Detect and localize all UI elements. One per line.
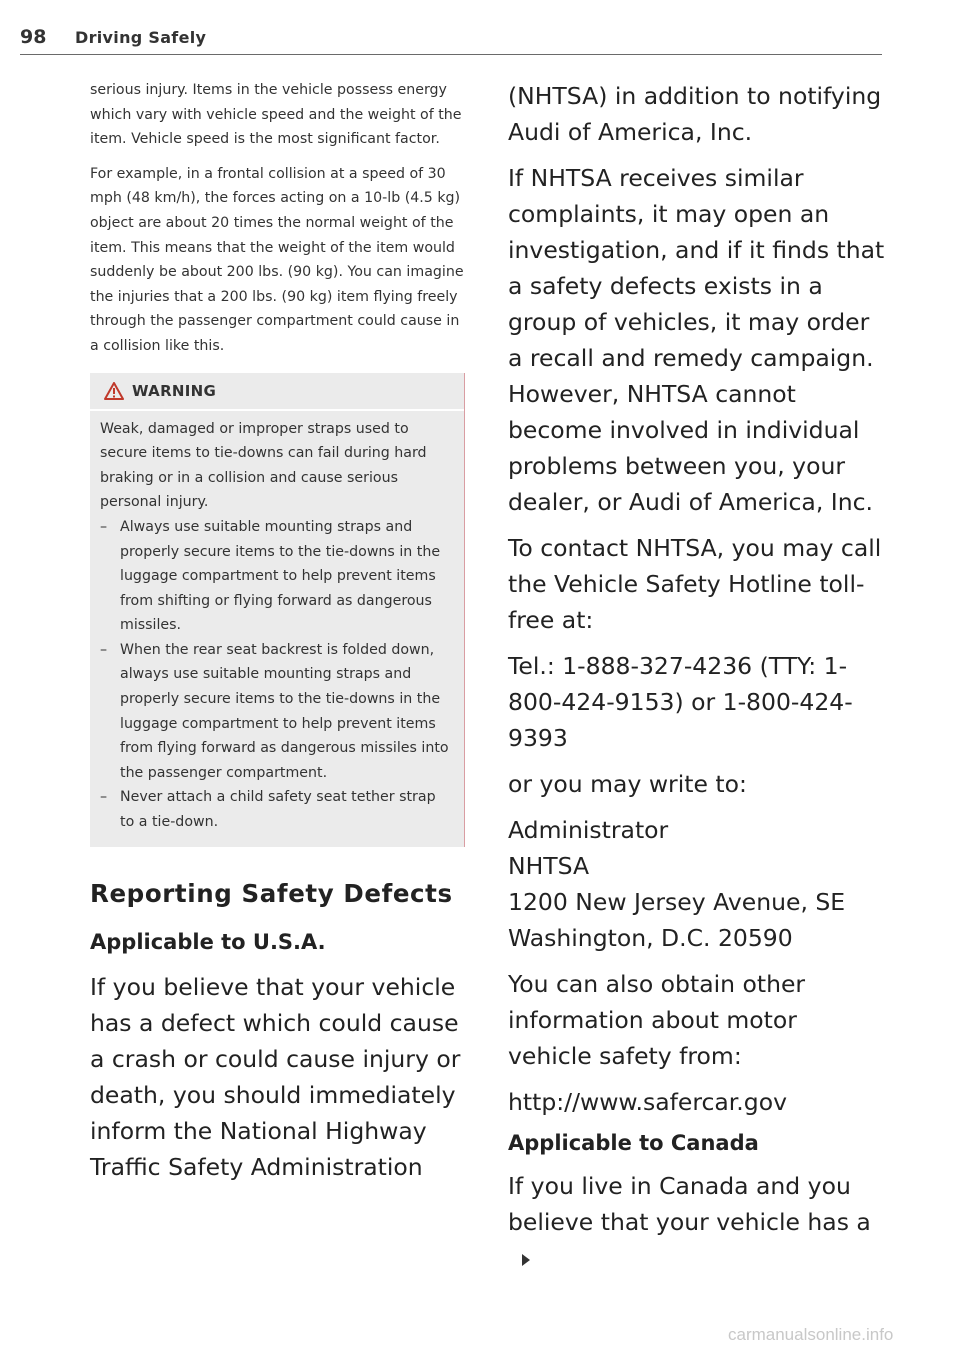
warning-title: WARNING: [132, 381, 217, 400]
warning-bullet: – Never attach a child safety seat tether strap to a tie-down.: [100, 789, 436, 831]
continue-arrow-icon: [522, 1254, 530, 1266]
usa-paragraph: If you believe that your vehicle has a defect which could cause a crash or could cause injury or death, you should immediately inform the National Highway Traffic Safety Administration: [90, 972, 461, 1181]
address-line: 1200 New Jersey Avenue, SE: [508, 888, 846, 916]
intro-paragraph-1: serious injury. Items in the vehicle possess energy which vary with vehicle speed and the weight of the item. Vehicle speed is the most significant factor.: [90, 82, 462, 148]
address-line: Administrator: [508, 816, 669, 844]
address-line: Washington, D.C. 20590: [508, 924, 793, 952]
page-number: 98: [20, 26, 47, 48]
applicable-usa-heading: Applicable to U.S.A.: [90, 929, 326, 954]
warning-bullet: – When the rear seat backrest is folded down, always use suitable mounting straps and properly secure items to the tie-downs in the luggage compartment to help prevent items from flying forward as dangerous missiles into the passenger compartment.: [100, 641, 449, 781]
applicable-canada-heading: Applicable to Canada: [508, 1131, 759, 1155]
reporting-safety-defects-heading: Reporting Safety Defects: [90, 878, 453, 908]
address-line: NHTSA: [508, 852, 590, 880]
warning-text: Weak, damaged or improper straps used to secure items to tie-downs can fail during hard braking or in a collision and cause serious personal injury.: [100, 420, 427, 511]
intro-paragraph-2: For example, in a frontal collision at a speed of 30 mph (48 km/h), the forces acting on a 10-lb (4.5 kg) object are about 20 times the normal weight of the item. This means that the weight of the item would suddenly be about 200 lbs. (90 kg). You can imagine the injuries that a 200 lbs. (90 kg) item flying freely through the passenger compartment could cause in a collision like this.: [90, 165, 464, 354]
page-header: [20, 24, 882, 55]
warning-triangle-icon: [104, 382, 124, 400]
canada-paragraph: If you live in Canada and you believe that your vehicle has a: [508, 1168, 888, 1276]
mailing-address: [508, 812, 888, 956]
warning-box: [90, 373, 465, 847]
nhtsa-paragraph: (NHTSA) in addition to notifying Audi of America, Inc.: [508, 82, 882, 146]
investigation-paragraph: If NHTSA receives similar complaints, it may open an investigation, and if it finds that a safety defects exists in a group of vehicles, it may order a recall and remedy campaign. However, NHTSA cannot become involved in individual problems between you, your dealer, or Audi of America, Inc.: [508, 164, 885, 516]
warning-bullet-list: [100, 515, 464, 835]
phone-paragraph: Tel.: 1-888-327-4236 (TTY: 1-800-424-9153) or 1-800-424-9393: [508, 652, 853, 752]
write-paragraph: or you may write to:: [508, 770, 747, 798]
warning-header: [90, 373, 464, 411]
section-title: Driving Safely: [75, 28, 207, 47]
other-info-paragraph: You can also obtain other information about motor vehicle safety from:: [508, 970, 806, 1070]
watermark: carmanualsonline.info: [728, 1325, 894, 1344]
warning-bullet: – Always use suitable mounting straps and properly secure items to the tie-downs in the luggage compartment to help prevent items from shifting or flying forward as dangerous missiles.: [100, 518, 441, 634]
left-column: [90, 78, 465, 1195]
right-column: [508, 78, 888, 1286]
safercar-url[interactable]: http://www.safercar.gov: [508, 1088, 787, 1116]
contact-paragraph: To contact NHTSA, you may call the Vehicle Safety Hotline toll-free at:: [508, 534, 882, 634]
